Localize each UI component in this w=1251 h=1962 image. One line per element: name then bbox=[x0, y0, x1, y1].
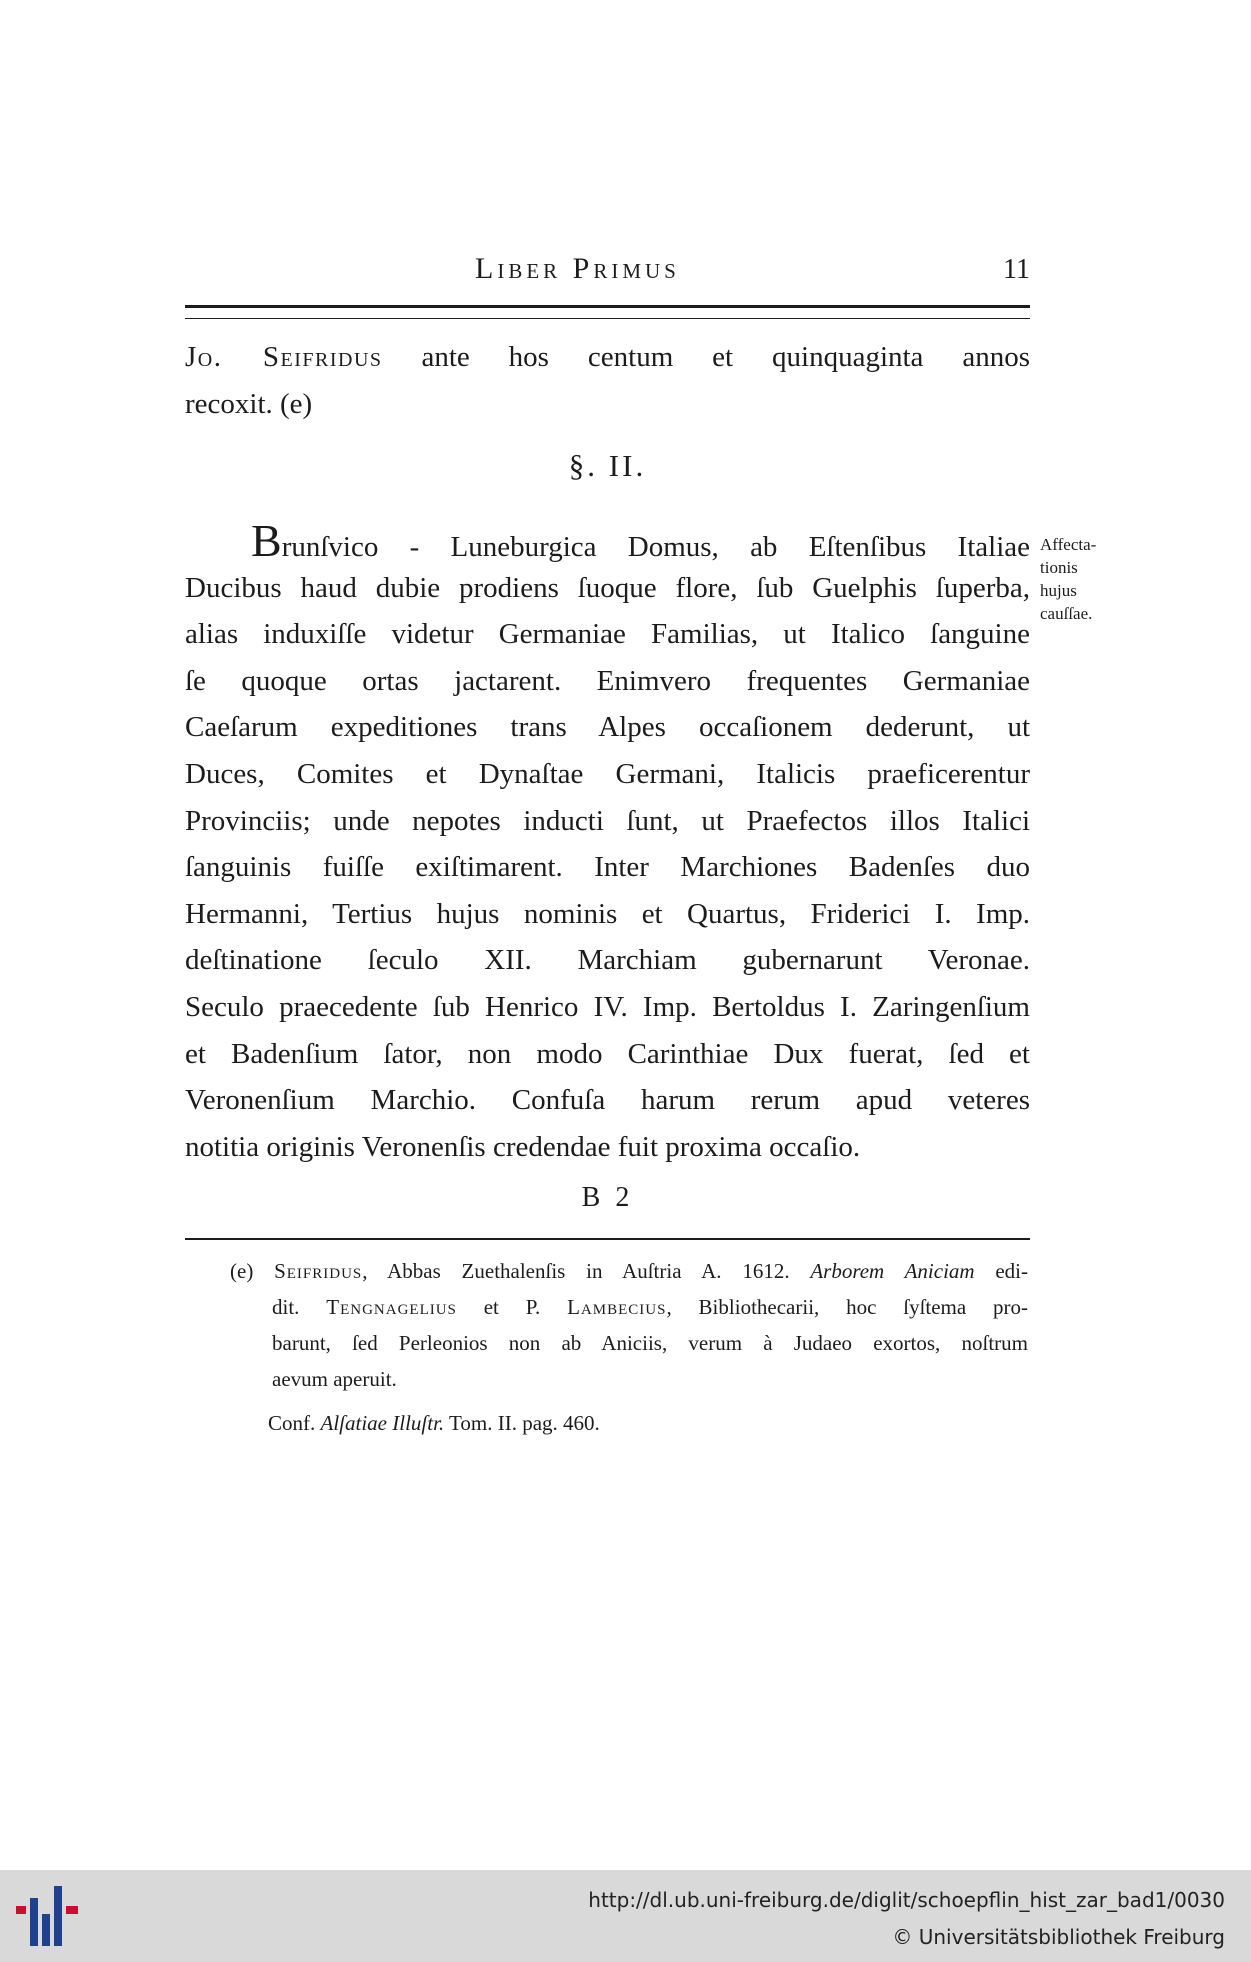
footer-bar bbox=[0, 1870, 1251, 1962]
ub-freiburg-logo-icon[interactable] bbox=[14, 1880, 84, 1952]
marginal-line: hujus bbox=[1040, 581, 1077, 600]
text-line: Veronenſium Marchio. Confuſa harum rerum apud veteres bbox=[185, 1084, 1030, 1117]
header-double-rule bbox=[185, 305, 1030, 319]
main-paragraph bbox=[185, 515, 1030, 1170]
text-line: Hermanni, Tertius hujus nominis et Quartus, Friderici I. Imp. bbox=[185, 897, 1030, 930]
section-heading: §. II. bbox=[568, 448, 647, 483]
text-line: Provinciis; unde nepotes inducti ſunt, ut Praefectos illos Italici bbox=[185, 804, 1030, 837]
footnote-line: barunt, ſed Perleonios non ab Aniciis, verum à Judaeo exortos, noſtrum bbox=[272, 1331, 1028, 1355]
text-line: ſe quoque ortas jactarent. Enimvero frequentes Germaniae bbox=[185, 664, 1030, 697]
footnote-rule bbox=[185, 1238, 1030, 1240]
source-url-link[interactable]: http://dl.ub.uni-freiburg.de/diglit/schoepflin_hist_zar_bad1/0030 bbox=[588, 1888, 1225, 1912]
marginal-line: Affecta- bbox=[1040, 535, 1097, 554]
text-line: Caeſarum expeditiones trans Alpes occaſionem dederunt, ut bbox=[185, 711, 1030, 744]
footnote-mark: (e) bbox=[230, 1259, 254, 1283]
marginal-note bbox=[1040, 533, 1130, 625]
text-line: recoxit. (e) bbox=[185, 387, 313, 420]
footnote-line: (e) Seifridus, Abbas Zuethalenſis in Auſtria A. 1612. Arborem Aniciam edi- bbox=[230, 1259, 1029, 1283]
footnote-conf-line: Conf. Alſatiae Illuſtr. Tom. II. pag. 460. bbox=[268, 1411, 600, 1435]
opening-text bbox=[185, 334, 1030, 427]
running-head bbox=[185, 252, 1030, 292]
author-name: Jo. Seifridus bbox=[185, 341, 383, 373]
footnote-line: aevum aperuit. bbox=[272, 1367, 397, 1391]
footnote-line: dit. Tengnagelius et P. Lambecius, Bibliothecarii, hoc ſyſtema pro- bbox=[272, 1295, 1029, 1319]
text-line: Duces, Comites et Dynaſtae Germani, Italicis praeficerentur bbox=[185, 757, 1030, 790]
text-line: deſtinatione ſeculo XII. Marchiam gubernarunt Veronae. bbox=[185, 944, 1030, 977]
text-line: Seculo praecedente ſub Henrico IV. Imp. Bertoldus I. Zaringenſium bbox=[185, 990, 1030, 1023]
text-line: et Badenſium ſator, non modo Carinthiae Dux fuerat, ſed et bbox=[185, 1037, 1030, 1070]
page-number: 11 bbox=[1003, 254, 1030, 285]
text-line: notitia originis Veronenſis credendae fuit proxima occaſio. bbox=[185, 1130, 861, 1163]
marginal-line: tionis bbox=[1040, 558, 1078, 577]
text-line: alias induxiſſe videtur Germaniae Familias, ut Italico ſanguine bbox=[185, 618, 1030, 651]
text-line: ſanguinis fuiſſe exiſtimarent. Inter Marchiones Badenſes duo bbox=[185, 851, 1030, 884]
drop-cap: B bbox=[251, 515, 282, 566]
copyright-notice: © Universitätsbibliothek Freiburg bbox=[892, 1925, 1225, 1949]
footnotes bbox=[230, 1253, 1028, 1441]
text-line: Ducibus haud dubie prodiens ſuoque flore, ſub Guelphis ſuperba, bbox=[185, 571, 1030, 604]
text-line: Jo. Seifridus ante hos centum et quinquaginta annos bbox=[185, 341, 1030, 373]
running-title: Liber Primus bbox=[475, 252, 680, 285]
signature-mark: B 2 bbox=[581, 1182, 634, 1213]
marginal-line: cauſſae. bbox=[1040, 604, 1093, 623]
text-line: Brunſvico - Luneburgica Domus, ab Eſtenſibus Italiae bbox=[251, 515, 1030, 566]
